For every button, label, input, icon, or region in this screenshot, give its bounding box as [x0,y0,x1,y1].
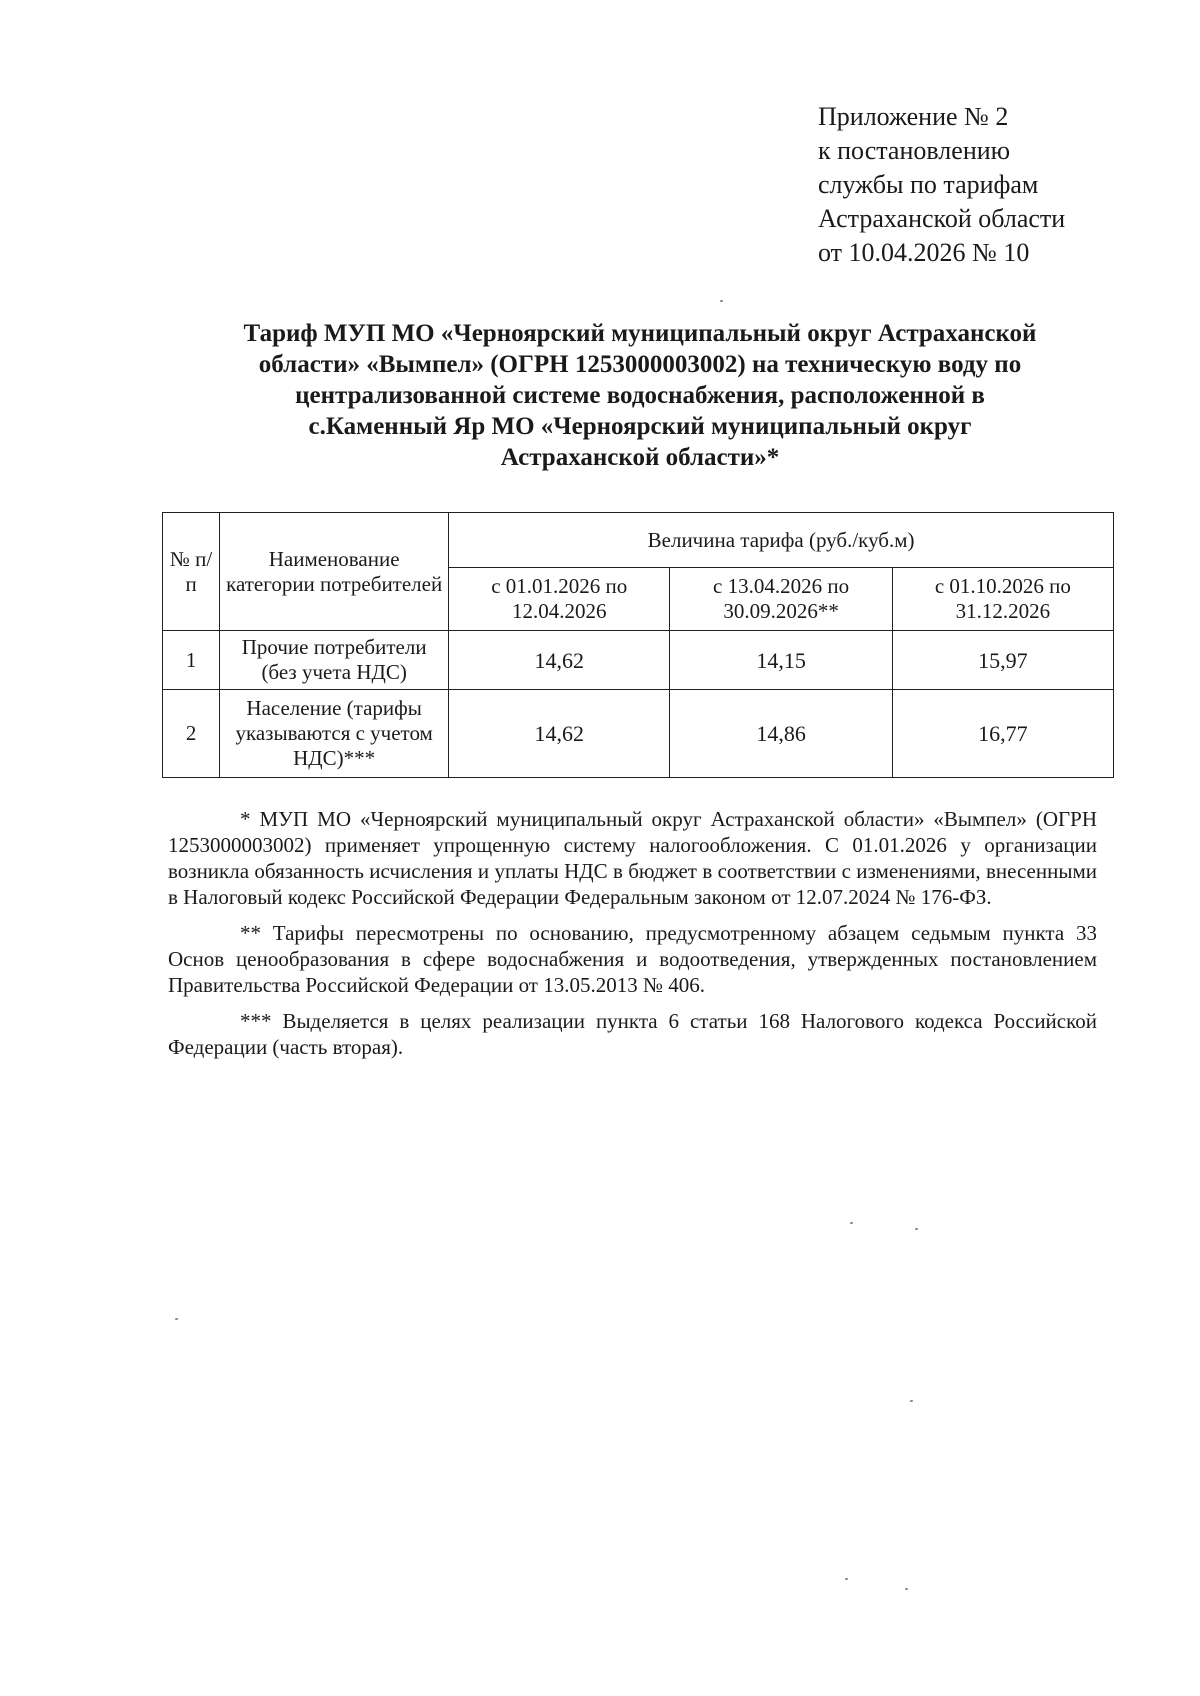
title-line: Астраханской области»* [500,444,780,471]
row-value: 14,62 [449,631,670,690]
header-period: с 13.04.2026 по 30.09.2026** [670,568,892,631]
header-category: Наименование категории потребителей [220,513,449,631]
footnote: ** Тарифы пересмотрены по основанию, предусмотренному абзацем седьмым пункта 33 Основ ценообразования в сфере водоснабжения и водоотведения, утвержденных постановлением Правительства Российской Федерации от 13.05.2013 № 406. [168,921,1097,997]
row-value: 15,97 [892,631,1113,690]
table-row [163,631,1114,690]
appendix-block [818,100,1148,270]
appendix-line: Астраханской области [818,204,1066,233]
appendix-line: от 10.04.2026 № 10 [818,238,1030,267]
scan-speck [850,1222,853,1224]
header-period: с 01.10.2026 по 31.12.2026 [892,568,1113,631]
scan-speck [845,1578,848,1580]
scan-speck [910,1400,913,1402]
table-row [163,690,1114,778]
footnote: *** Выделяется в целях реализации пункта 6 статьи 168 Налогового кодекса Российской Федерации (часть вторая). [168,1009,1097,1059]
row-number: 1 [163,631,220,690]
scan-speck [915,1228,918,1230]
scan-speck [905,1588,908,1590]
title-line: централизованной системе водоснабжения, расположенной в [295,382,985,409]
appendix-line: службы по тарифам [818,170,1039,199]
document-title [170,318,1110,473]
row-value: 14,62 [449,690,670,778]
title-line: с.Каменный Яр МО «Черноярский муниципальный округ [308,413,972,440]
header-period: с 01.01.2026 по 12.04.2026 [449,568,670,631]
footnotes [168,806,1097,1070]
appendix-line: к постановлению [818,136,1011,165]
header-number: № п/п [163,513,220,631]
row-number: 2 [163,690,220,778]
title-line: Тариф МУП МО «Черноярский муниципальный округ Астраханской [243,320,1037,347]
scan-speck [175,1318,178,1320]
appendix-line: Приложение № 2 [818,102,1009,131]
title-line: области» «Вымпел» (ОГРН 1253000003002) на техническую воду по [258,351,1022,378]
table-header-row [163,513,1114,568]
tariff-table [162,512,1114,778]
scan-speck [720,300,723,302]
row-value: 14,15 [670,631,892,690]
header-tariff-value: Величина тарифа (руб./куб.м) [449,513,1114,568]
row-value: 16,77 [892,690,1113,778]
row-category: Прочие потребители (без учета НДС) [220,631,449,690]
row-category: Население (тарифы указываются с учетом НДС)*** [220,690,449,778]
row-value: 14,86 [670,690,892,778]
footnote: * МУП МО «Черноярский муниципальный округ Астраханской области» «Вымпел» (ОГРН 1253000003002) применяет упрощенную систему налогообложения. С 01.01.2026 у организации возникла обязанность исчисления и уплаты НДС в бюджет в соответствии с изменениями, внесенными в Налоговый кодекс Российской Федерации Федеральным законом от 12.07.2024 № 176-ФЗ. [168,807,1097,909]
